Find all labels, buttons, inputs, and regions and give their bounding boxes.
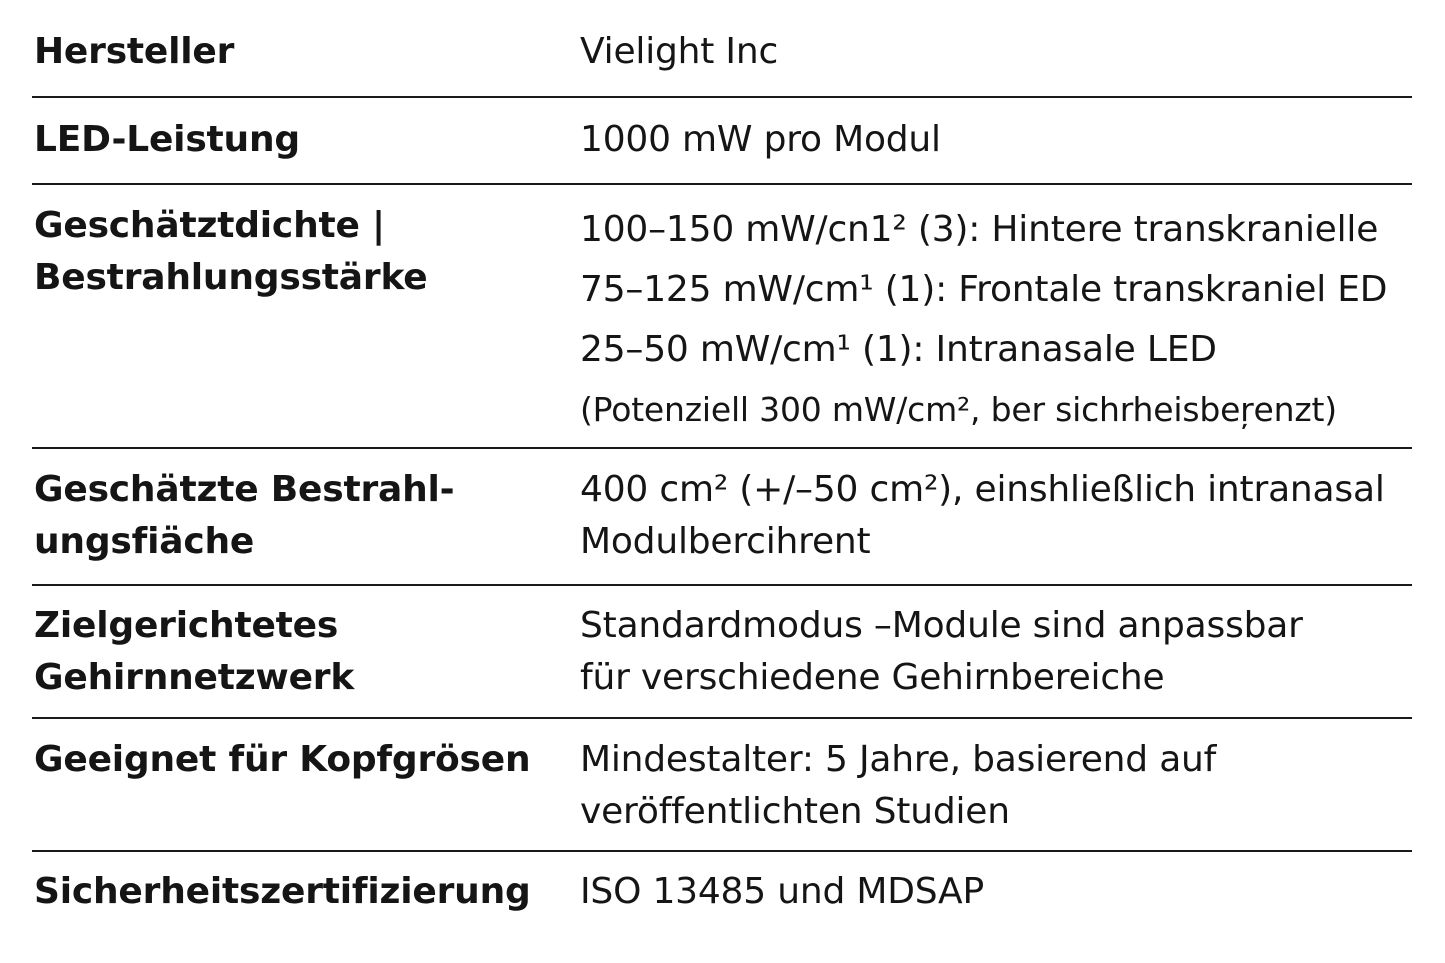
row-divider: [32, 96, 1412, 98]
spec-value-line: Vielight Inc: [580, 31, 779, 72]
spec-value-line: Standardmodus –Module sind anpassbar: [580, 605, 1303, 646]
spec-label-line: Geschätztdichte |: [34, 205, 386, 246]
spec-value-line: 1000 mW pro Modul: [580, 119, 941, 160]
spec-value-line: veröffentlichten Studien: [580, 791, 1010, 832]
row-divider: [32, 717, 1412, 719]
row-divider: [32, 447, 1412, 449]
spec-label: [34, 200, 564, 304]
spec-label: LED-Leistung: [34, 119, 300, 160]
spec-value-line: 75–125 mW/cm¹ (1): Frontale transkraniel ED: [580, 269, 1388, 310]
row-divider: [32, 850, 1412, 852]
spec-label-line: Zielgerichtetes: [34, 605, 339, 646]
spec-label: Geeignet für Kopfgrösen: [34, 739, 531, 780]
spec-value-line: Mindestalter: 5 Jahre, basierend auf: [580, 739, 1217, 780]
spec-value-line: ISO 13485 und MDSAP: [580, 871, 984, 912]
spec-value: [580, 114, 1440, 166]
spec-label-line: Bestrahlungsstärke: [34, 257, 428, 298]
spec-value: [580, 464, 1440, 568]
spec-label: Hersteller: [34, 31, 235, 72]
row-divider: [32, 183, 1412, 185]
spec-label-line: ungsfiäche: [34, 521, 255, 562]
spec-value: [580, 734, 1440, 838]
spec-value-line: Modulbercihrent: [580, 521, 871, 562]
spec-label-line: Geschätzte Bestrahl-: [34, 469, 455, 510]
spec-value: [580, 600, 1440, 704]
spec-label: [34, 464, 564, 568]
spec-value-line: (Potenziell 300 mW/cm², ber sichrheisbeŗenzt): [580, 390, 1337, 429]
row-divider: [32, 584, 1412, 586]
spec-label-line: Gehirnnetzwerk: [34, 657, 355, 698]
spec-value: [580, 200, 1440, 440]
spec-value: [580, 26, 1440, 78]
spec-value-line: 25–50 mW/cm¹ (1): Intranasale LED: [580, 329, 1217, 370]
spec-label: Sicherheitszertifizierung: [34, 871, 531, 912]
spec-label: [34, 600, 564, 704]
spec-value: [580, 866, 1440, 918]
spec-value-line: 400 cm² (+/–50 cm²), einshließlich intranasal: [580, 469, 1385, 510]
spec-value-line: 100–150 mW/cn1² (3): Hintere transkranielle: [580, 209, 1379, 250]
spec-value-line: für verschiedene Gehirnbereiche: [580, 657, 1165, 698]
